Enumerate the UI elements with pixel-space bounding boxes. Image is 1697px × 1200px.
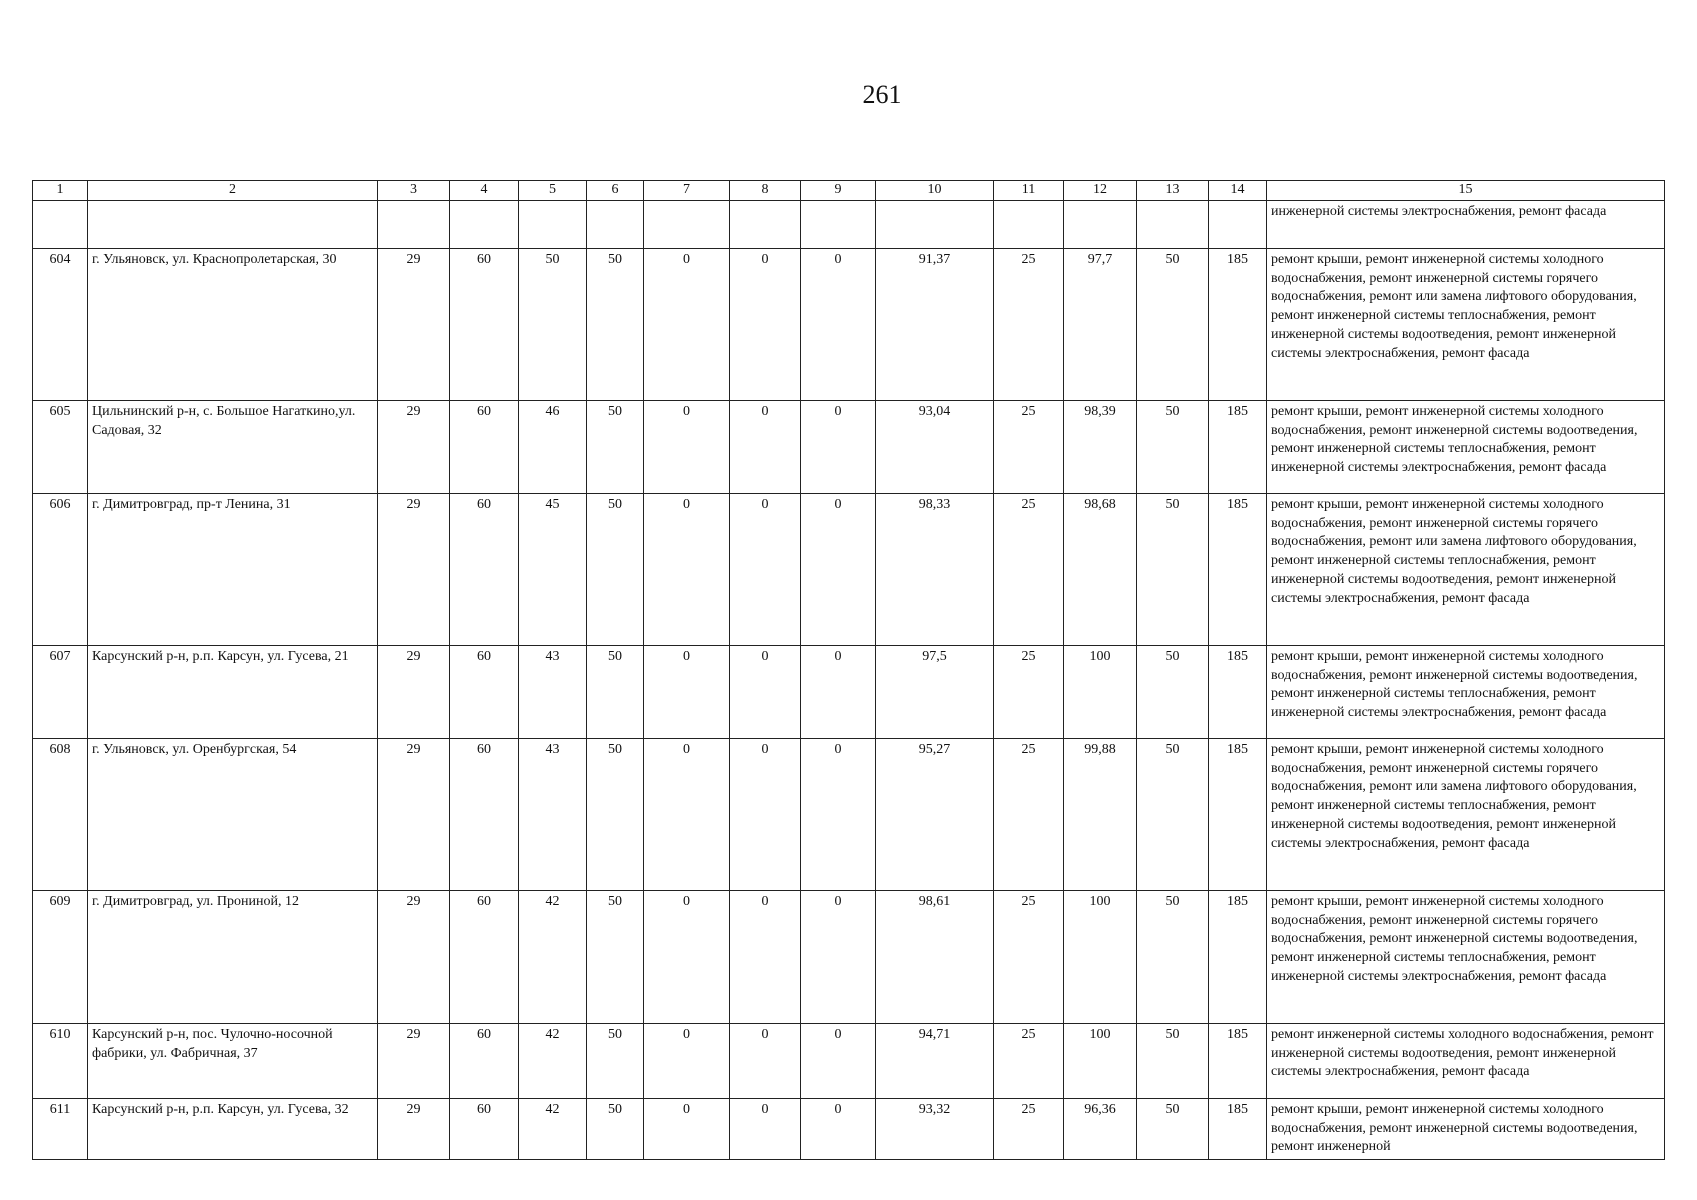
value-cell-col-8: 0	[730, 1023, 801, 1098]
value-cell-col-13: 50	[1137, 1023, 1209, 1098]
value-cell-col-3: 29	[378, 493, 450, 645]
value-cell-col-8: 0	[730, 738, 801, 890]
value-cell-col-10: 93,04	[876, 400, 994, 493]
value-cell-col-13: 50	[1137, 1098, 1209, 1159]
value-cell-col-6: 50	[587, 493, 644, 645]
table-row	[33, 248, 1665, 400]
value-cell-col-8: 0	[730, 400, 801, 493]
value-cell-col-13: 50	[1137, 493, 1209, 645]
value-cell-col-11: 25	[994, 645, 1064, 738]
column-number: 5	[519, 181, 587, 201]
page-number: 261	[862, 80, 902, 109]
value-cell-col-3: 29	[378, 400, 450, 493]
value-cell-col-14: 185	[1209, 645, 1267, 738]
value-cell-col-13: 50	[1137, 738, 1209, 890]
value-cell-col-7: 0	[644, 493, 730, 645]
value-cell-col-5: 46	[519, 400, 587, 493]
table-row	[33, 1098, 1665, 1159]
row-number-cell: 611	[33, 1098, 88, 1159]
value-cell-col-4: 60	[450, 738, 519, 890]
value-cell-col-8: 0	[730, 248, 801, 400]
table-row	[33, 738, 1665, 890]
works-cell: ремонт крыши, ремонт инженерной системы холодного водоснабжения, ремонт инженерной системы водоотведения, ремонт инженерной системы теплоснабжения, ремонт инженерной системы электроснабжения, ремонт фасада	[1267, 400, 1665, 493]
value-cell-col-13: 50	[1137, 400, 1209, 493]
value-cell-col-7: 0	[644, 890, 730, 1023]
column-number: 11	[994, 181, 1064, 201]
column-number: 8	[730, 181, 801, 201]
works-cell: ремонт крыши, ремонт инженерной системы холодного водоснабжения, ремонт инженерной системы водоотведения, ремонт инженерной системы теплоснабжения, ремонт инженерной системы электроснабжения, ремонт фасада	[1267, 645, 1665, 738]
value-cell-col-4: 60	[450, 1098, 519, 1159]
address-cell: Карсунский р-н, р.п. Карсун, ул. Гусева, 32	[88, 1098, 378, 1159]
value-cell-col-5: 45	[519, 493, 587, 645]
value-cell-col-13: 50	[1137, 890, 1209, 1023]
value-cell-col-6: 50	[587, 400, 644, 493]
column-number: 1	[33, 181, 88, 201]
column-number: 4	[450, 181, 519, 201]
value-cell-col-14: 185	[1209, 1098, 1267, 1159]
value-cell-col-7: 0	[644, 400, 730, 493]
column-number: 9	[801, 181, 876, 201]
value-cell-col-10: 98,33	[876, 493, 994, 645]
table-row	[33, 493, 1665, 645]
value-cell-col-14: 185	[1209, 890, 1267, 1023]
value-cell-col-12: 100	[1064, 1023, 1137, 1098]
value-cell-col-11: 25	[994, 1098, 1064, 1159]
value-cell-col-5: 43	[519, 738, 587, 890]
value-cell-col-11: 25	[994, 1023, 1064, 1098]
row-number-cell: 608	[33, 738, 88, 890]
value-cell-col-6: 50	[587, 738, 644, 890]
value-cell-col-4: 60	[450, 890, 519, 1023]
value-cell-col-13: 50	[1137, 248, 1209, 400]
value-cell-col-10: 93,32	[876, 1098, 994, 1159]
works-cell: ремонт крыши, ремонт инженерной системы холодного водоснабжения, ремонт инженерной системы горячего водоснабжения, ремонт или замена лифтового оборудования, ремонт инженерной системы теплоснабжения, ремонт инженерной системы водоотведения, ремонт инженерной системы электроснабжения, ремонт фасада	[1267, 248, 1665, 400]
value-cell-col-8: 0	[730, 645, 801, 738]
address-cell: г. Ульяновск, ул. Краснопролетарская, 30	[88, 248, 378, 400]
value-cell-col-14: 185	[1209, 493, 1267, 645]
value-cell-col-11: 25	[994, 890, 1064, 1023]
address-cell: Карсунский р-н, р.п. Карсун, ул. Гусева, 21	[88, 645, 378, 738]
value-cell-col-9: 0	[801, 493, 876, 645]
table-row	[33, 890, 1665, 1023]
value-cell-col-5: 43	[519, 645, 587, 738]
value-cell-col-9: 0	[801, 1098, 876, 1159]
value-cell-col-3: 29	[378, 890, 450, 1023]
value-cell-col-8: 0	[730, 890, 801, 1023]
value-cell-col-3: 29	[378, 1023, 450, 1098]
address-cell: Цильнинский р-н, с. Большое Нагаткино,ул. Садовая, 32	[88, 400, 378, 493]
value-cell-col-4: 60	[450, 248, 519, 400]
value-cell-col-10: 98,61	[876, 890, 994, 1023]
value-cell-col-9: 0	[801, 1023, 876, 1098]
value-cell-col-7: 0	[644, 1023, 730, 1098]
value-cell-col-13: 50	[1137, 645, 1209, 738]
column-number: 15	[1267, 181, 1665, 201]
value-cell-col-6: 50	[587, 645, 644, 738]
row-number-cell: 607	[33, 645, 88, 738]
address-cell: г. Ульяновск, ул. Оренбургская, 54	[88, 738, 378, 890]
value-cell-col-5: 50	[519, 248, 587, 400]
table-row	[33, 400, 1665, 493]
column-number: 2	[88, 181, 378, 201]
value-cell-col-6: 50	[587, 890, 644, 1023]
value-cell-col-7: 0	[644, 248, 730, 400]
value-cell-col-9: 0	[801, 645, 876, 738]
table-row	[33, 1023, 1665, 1098]
row-number-cell: 606	[33, 493, 88, 645]
row-number-cell: 605	[33, 400, 88, 493]
row-number-cell: 604	[33, 248, 88, 400]
works-cell: ремонт крыши, ремонт инженерной системы холодного водоснабжения, ремонт инженерной системы горячего водоснабжения, ремонт инженерной системы водоотведения, ремонт инженерной системы теплоснабжения, ремонт инженерной системы электроснабжения, ремонт фасада	[1267, 890, 1665, 1023]
value-cell-col-14: 185	[1209, 248, 1267, 400]
value-cell-col-4: 60	[450, 645, 519, 738]
value-cell-col-10: 97,5	[876, 645, 994, 738]
value-cell-col-3: 29	[378, 1098, 450, 1159]
column-number: 12	[1064, 181, 1137, 201]
repair-table	[32, 180, 1665, 1160]
value-cell-col-3: 29	[378, 738, 450, 890]
value-cell-col-4: 60	[450, 493, 519, 645]
value-cell-col-8: 0	[730, 1098, 801, 1159]
row-number-cell: 609	[33, 890, 88, 1023]
column-number: 13	[1137, 181, 1209, 201]
address-cell: г. Димитровград, пр-т Ленина, 31	[88, 493, 378, 645]
value-cell-col-12: 100	[1064, 645, 1137, 738]
value-cell-col-4: 60	[450, 400, 519, 493]
value-cell-col-11: 25	[994, 493, 1064, 645]
value-cell-col-4: 60	[450, 1023, 519, 1098]
value-cell-col-9: 0	[801, 738, 876, 890]
value-cell-col-11: 25	[994, 738, 1064, 890]
value-cell-col-7: 0	[644, 738, 730, 890]
value-cell-col-12: 100	[1064, 890, 1137, 1023]
works-cell: ремонт крыши, ремонт инженерной системы холодного водоснабжения, ремонт инженерной системы водоотведения, ремонт инженерной	[1267, 1098, 1665, 1159]
value-cell-col-10: 94,71	[876, 1023, 994, 1098]
works-cell: ремонт инженерной системы холодного водоснабжения, ремонт инженерной системы водоотведения, ремонт инженерной системы электроснабжения, ремонт фасада	[1267, 1023, 1665, 1098]
value-cell-col-9: 0	[801, 248, 876, 400]
value-cell-col-8: 0	[730, 493, 801, 645]
works-cell: ремонт крыши, ремонт инженерной системы холодного водоснабжения, ремонт инженерной системы горячего водоснабжения, ремонт или замена лифтового оборудования, ремонт инженерной системы теплоснабжения, ремонт инженерной системы водоотведения, ремонт инженерной системы электроснабжения, ремонт фасада	[1267, 738, 1665, 890]
value-cell-col-5: 42	[519, 1098, 587, 1159]
value-cell-col-7: 0	[644, 645, 730, 738]
value-cell-col-14: 185	[1209, 400, 1267, 493]
value-cell-col-5: 42	[519, 890, 587, 1023]
value-cell-col-14: 185	[1209, 1023, 1267, 1098]
works-cell: инженерной системы электроснабжения, ремонт фасада	[1267, 200, 1665, 248]
column-number: 7	[644, 181, 730, 201]
works-cell: ремонт крыши, ремонт инженерной системы холодного водоснабжения, ремонт инженерной системы горячего водоснабжения, ремонт или замена лифтового оборудования, ремонт инженерной системы теплоснабжения, ремонт инженерной системы водоотведения, ремонт инженерной системы электроснабжения, ремонт фасада	[1267, 493, 1665, 645]
value-cell-col-6: 50	[587, 1098, 644, 1159]
address-cell: Карсунский р-н, пос. Чулочно-носочной фабрики, ул. Фабричная, 37	[88, 1023, 378, 1098]
value-cell-col-9: 0	[801, 400, 876, 493]
value-cell-col-10: 91,37	[876, 248, 994, 400]
value-cell-col-7: 0	[644, 1098, 730, 1159]
column-number: 14	[1209, 181, 1267, 201]
value-cell-col-12: 98,39	[1064, 400, 1137, 493]
value-cell-col-14: 185	[1209, 738, 1267, 890]
table-row	[33, 645, 1665, 738]
row-number-cell: 610	[33, 1023, 88, 1098]
column-number: 3	[378, 181, 450, 201]
value-cell-col-9: 0	[801, 890, 876, 1023]
column-number: 10	[876, 181, 994, 201]
value-cell-col-11: 25	[994, 248, 1064, 400]
value-cell-col-3: 29	[378, 248, 450, 400]
address-cell: г. Димитровград, ул. Прониной, 12	[88, 890, 378, 1023]
column-number: 6	[587, 181, 644, 201]
column-number-row	[33, 181, 1665, 201]
value-cell-col-3: 29	[378, 645, 450, 738]
value-cell-col-11: 25	[994, 400, 1064, 493]
value-cell-col-12: 96,36	[1064, 1098, 1137, 1159]
value-cell-col-12: 98,68	[1064, 493, 1137, 645]
value-cell-col-5: 42	[519, 1023, 587, 1098]
value-cell-col-12: 97,7	[1064, 248, 1137, 400]
continued-row	[33, 200, 1665, 248]
value-cell-col-6: 50	[587, 1023, 644, 1098]
value-cell-col-10: 95,27	[876, 738, 994, 890]
value-cell-col-12: 99,88	[1064, 738, 1137, 890]
value-cell-col-6: 50	[587, 248, 644, 400]
